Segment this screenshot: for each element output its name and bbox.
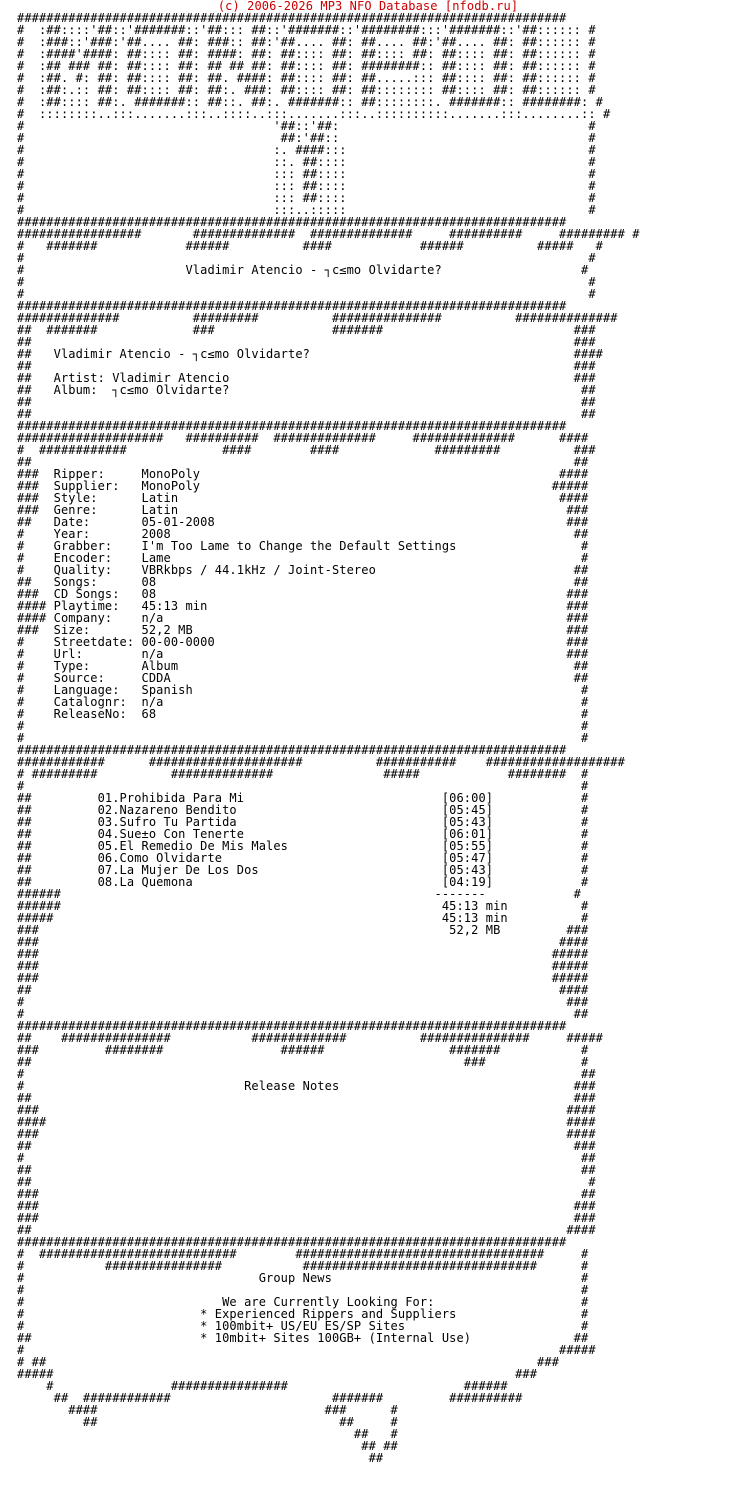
nfo-line: ################# ############## ############## ########## ######### # xyxy=(17,227,640,241)
nfo-line: ### ## xyxy=(17,1187,596,1201)
nfo-line: ########################################################################### xyxy=(17,1019,567,1033)
nfo-line: ## 03.Sufro Tu Partida [05:43] # xyxy=(17,815,589,829)
nfo-line: ## Songs: 08 ## xyxy=(17,575,589,589)
nfo-line: ## ## xyxy=(17,407,596,421)
nfo-line: ## 05.El Remedio De Mis Males [05:55] # xyxy=(17,839,589,853)
nfo-line: ## 06.Como Olvidarte [05:47] # xyxy=(17,851,589,865)
nfo-line: # ### xyxy=(17,995,589,1009)
nfo-line: ### CD Songs: 08 ### xyxy=(17,587,589,601)
nfo-line: # Encoder: Lame # xyxy=(17,551,589,565)
nfo-line: # ## xyxy=(17,1067,596,1081)
nfo-line: ### Ripper: MonoPoly #### xyxy=(17,467,589,481)
nfo-line: ########################################################################### xyxy=(17,743,567,757)
nfo-line: # Vladimir Atencio - ┐c≤mo Olvidarte? # xyxy=(17,263,589,277)
nfo-line: ## ####### ### ####### ### xyxy=(17,323,596,337)
nfo-line: # # xyxy=(17,1283,589,1297)
nfo-line: ########################################################################### xyxy=(17,419,567,433)
nfo-line: ## 04.Sue±o Con Tenerte [06:01] # xyxy=(17,827,589,841)
nfo-line: # :####'####: ##:::: ##: ####: ##: ##:::: ##: ##:::: ##: ##:::: ##: ##:::::: # xyxy=(17,47,596,61)
nfo-line: ############## ######### ############### ############## xyxy=(17,311,618,325)
nfo-line: ## ### xyxy=(17,1139,596,1153)
nfo-line: # ################ ###### xyxy=(17,1379,508,1393)
nfo-line: # Catalognr: n/a # xyxy=(17,695,589,709)
nfo-line: # '##::'##: # xyxy=(17,119,596,133)
nfo-line: # ######### ############## ##### ######## # xyxy=(17,767,589,781)
nfo-line: ### ######## ###### ####### # xyxy=(17,1043,589,1057)
nfo-line: #### ### # xyxy=(17,1403,398,1417)
nfo-line: ## ## xyxy=(17,1163,596,1177)
nfo-line: # Group News # xyxy=(17,1271,589,1285)
nfo-line: ### Supplier: MonoPoly ##### xyxy=(17,479,589,493)
nfo-line: ### ### xyxy=(17,1199,596,1213)
nfo-line: # Year: 2008 ## xyxy=(17,527,589,541)
nfo-line: ### 52,2 MB ### xyxy=(17,923,589,937)
nfo-line: # :## ### ##: ##:::: ##: ## ## ##: ##:::: ##: ########:: ##:::: ##: ##:::::: # xyxy=(17,59,596,73)
nfo-line: # :##:::: ##:. #######:: ##::. ##:. #######:: ##::::::::. #######:: ########: # xyxy=(17,95,603,109)
nfo-line: # :###::'###:'##.... ##: ###:: ##:'##.... ##: ##.... ##:'##.... ##: ##:::::: # xyxy=(17,35,596,49)
nfo-line: ## 01.Prohibida Para Mi [06:00] # xyxy=(17,791,589,805)
nfo-line: ### #### xyxy=(17,935,589,949)
nfo-ascii-art xyxy=(17,12,640,1464)
nfo-line: ############ ##################### ########### ################### xyxy=(17,755,625,769)
nfo-line: # # xyxy=(17,251,596,265)
nfo-line: #### #### xyxy=(17,1115,596,1129)
nfo-line: ### ##### xyxy=(17,947,589,961)
nfo-line: # :##::::'##::'#######::'##::: ##::'#######::'########:::'#######::'##:::::: # xyxy=(17,23,596,37)
nfo-line: # Release Notes ### xyxy=(17,1079,596,1093)
nfo-line: ## Date: 05-01-2008 ### xyxy=(17,515,589,529)
nfo-line: # # xyxy=(17,779,589,793)
nfo-line: ## ### xyxy=(17,359,596,373)
nfo-line: ## ## xyxy=(17,455,589,469)
nfo-line: # ::. ##:::: # xyxy=(17,155,596,169)
nfo-line: # ::: ##:::: # xyxy=(17,191,596,205)
nfo-line: # # xyxy=(17,719,589,733)
copyright-banner: (c) 2006-2026 MP3 NFO Database [nfodb.ru] xyxy=(217,0,519,13)
nfo-line: ###### ------- # xyxy=(17,887,581,901)
nfo-line: ## #### xyxy=(17,1223,596,1237)
nfo-line: # :::..::::: # xyxy=(17,203,596,217)
nfo-line: # ##### xyxy=(17,1343,596,1357)
nfo-line: ### ##### xyxy=(17,971,589,985)
nfo-line: # ##:'##:: # xyxy=(17,131,596,145)
nfo-line: # :##. #: ##: ##:::: ##: ##. ####: ##:::: ##: ##.....::: ##:::: ##: ##:::::: # xyxy=(17,71,596,85)
nfo-line: ### ##### xyxy=(17,959,589,973)
nfo-line: ## ## xyxy=(17,395,596,409)
nfo-line: # ################ ################################ # xyxy=(17,1259,589,1273)
nfo-line: ########################################################################### xyxy=(17,11,567,25)
nfo-line: # # xyxy=(17,287,596,301)
nfo-line: #### Company: n/a ### xyxy=(17,611,589,625)
nfo-line: ## * 10mbit+ Sites 100GB+ (Internal Use) ## xyxy=(17,1331,589,1345)
nfo-line: ###### 45:13 min # xyxy=(17,899,589,913)
nfo-line: ########################################################################### xyxy=(17,299,567,313)
nfo-line: ##### ### xyxy=(17,1367,538,1381)
nfo-line: # ::: ##:::: # xyxy=(17,167,596,181)
nfo-line: ## 08.La Quemona [04:19] # xyxy=(17,875,589,889)
nfo-line: ## 02.Nazareno Bendito [05:45] # xyxy=(17,803,589,817)
nfo-line: # ::: ##:::: # xyxy=(17,179,596,193)
nfo-line: ## Vladimir Atencio - ┐c≤mo Olvidarte? #### xyxy=(17,347,603,361)
nfo-line: # ## xyxy=(17,1007,589,1021)
nfo-line: # We are Currently Looking For: # xyxy=(17,1295,589,1309)
nfo-line: # ####### ###### #### ###### ##### # xyxy=(17,239,603,253)
nfo-line: ### Style: Latin #### xyxy=(17,491,589,505)
nfo-line: # # xyxy=(17,275,596,289)
nfo-line: # ########################### ################################## # xyxy=(17,1247,589,1261)
nfo-line: ########################################################################### xyxy=(17,215,567,229)
nfo-line: # :. ####::: # xyxy=(17,143,596,157)
nfo-line: ## # xyxy=(17,1427,398,1441)
nfo-line: ## ### # xyxy=(17,1055,589,1069)
nfo-line: # :##:.:: ##: ##:::: ##: ##:. ###: ##:::: ##: ##:::::::: ##:::: ##: ##:::::: # xyxy=(17,83,596,97)
nfo-line: ### ### xyxy=(17,1211,596,1225)
nfo-line: # Streetdate: 00-00-0000 ### xyxy=(17,635,589,649)
nfo-line: # # xyxy=(17,731,589,745)
nfo-line: ## ############ ####### ########## xyxy=(17,1391,523,1405)
nfo-line: ## ## # xyxy=(17,1415,398,1429)
nfo-line: # ## xyxy=(17,1151,596,1165)
nfo-line: # * 100mbit+ US/EU ES/SP Sites # xyxy=(17,1319,589,1333)
nfo-line: # Language: Spanish # xyxy=(17,683,589,697)
nfo-line: ### #### xyxy=(17,1127,596,1141)
nfo-line: ## # xyxy=(17,1175,596,1189)
nfo-line: ## ### xyxy=(17,335,596,349)
nfo-line: ## Artist: Vladimir Atencio ### xyxy=(17,371,596,385)
nfo-line: # Type: Album ## xyxy=(17,659,589,673)
nfo-line: # ::::::::..:::.......:::..::::..:::.......:::..::::::::::.......:::........:: # xyxy=(17,107,611,121)
nfo-line: #### Playtime: 45:13 min ### xyxy=(17,599,589,613)
nfo-line: ### #### xyxy=(17,1103,596,1117)
nfo-line: ### Size: 52,2 MB ### xyxy=(17,623,589,637)
nfo-line: ## ############### ############# ############### ##### xyxy=(17,1031,603,1045)
nfo-line: # Quality: VBRkbps / 44.1kHz / Joint-Stereo ## xyxy=(17,563,589,577)
nfo-line: #################### ########## ############## ############## #### xyxy=(17,431,589,445)
nfo-line: ########################################################################### xyxy=(17,1235,567,1249)
nfo-line: # ## ### xyxy=(17,1355,560,1369)
nfo-line: # ReleaseNo: 68 # xyxy=(17,707,589,721)
nfo-line: # Url: n/a ### xyxy=(17,647,589,661)
nfo-line: ## ### xyxy=(17,1091,596,1105)
nfo-line: ## xyxy=(17,1451,384,1465)
nfo-line: # ############ #### #### ######### ### xyxy=(17,443,596,457)
nfo-line: # Source: CDDA ## xyxy=(17,671,589,685)
nfo-line: ## #### xyxy=(17,983,589,997)
nfo-line: ##### 45:13 min # xyxy=(17,911,589,925)
nfo-line: ## ## xyxy=(17,1439,398,1453)
nfo-line: ## 07.La Mujer De Los Dos [05:43] # xyxy=(17,863,589,877)
nfo-line: # * Experienced Rippers and Suppliers # xyxy=(17,1307,589,1321)
nfo-line: ## Album: ┐c≤mo Olvidarte? ## xyxy=(17,383,596,397)
nfo-line: ### Genre: Latin ### xyxy=(17,503,589,517)
nfo-line: # Grabber: I'm Too Lame to Change the Default Settings # xyxy=(17,539,589,553)
